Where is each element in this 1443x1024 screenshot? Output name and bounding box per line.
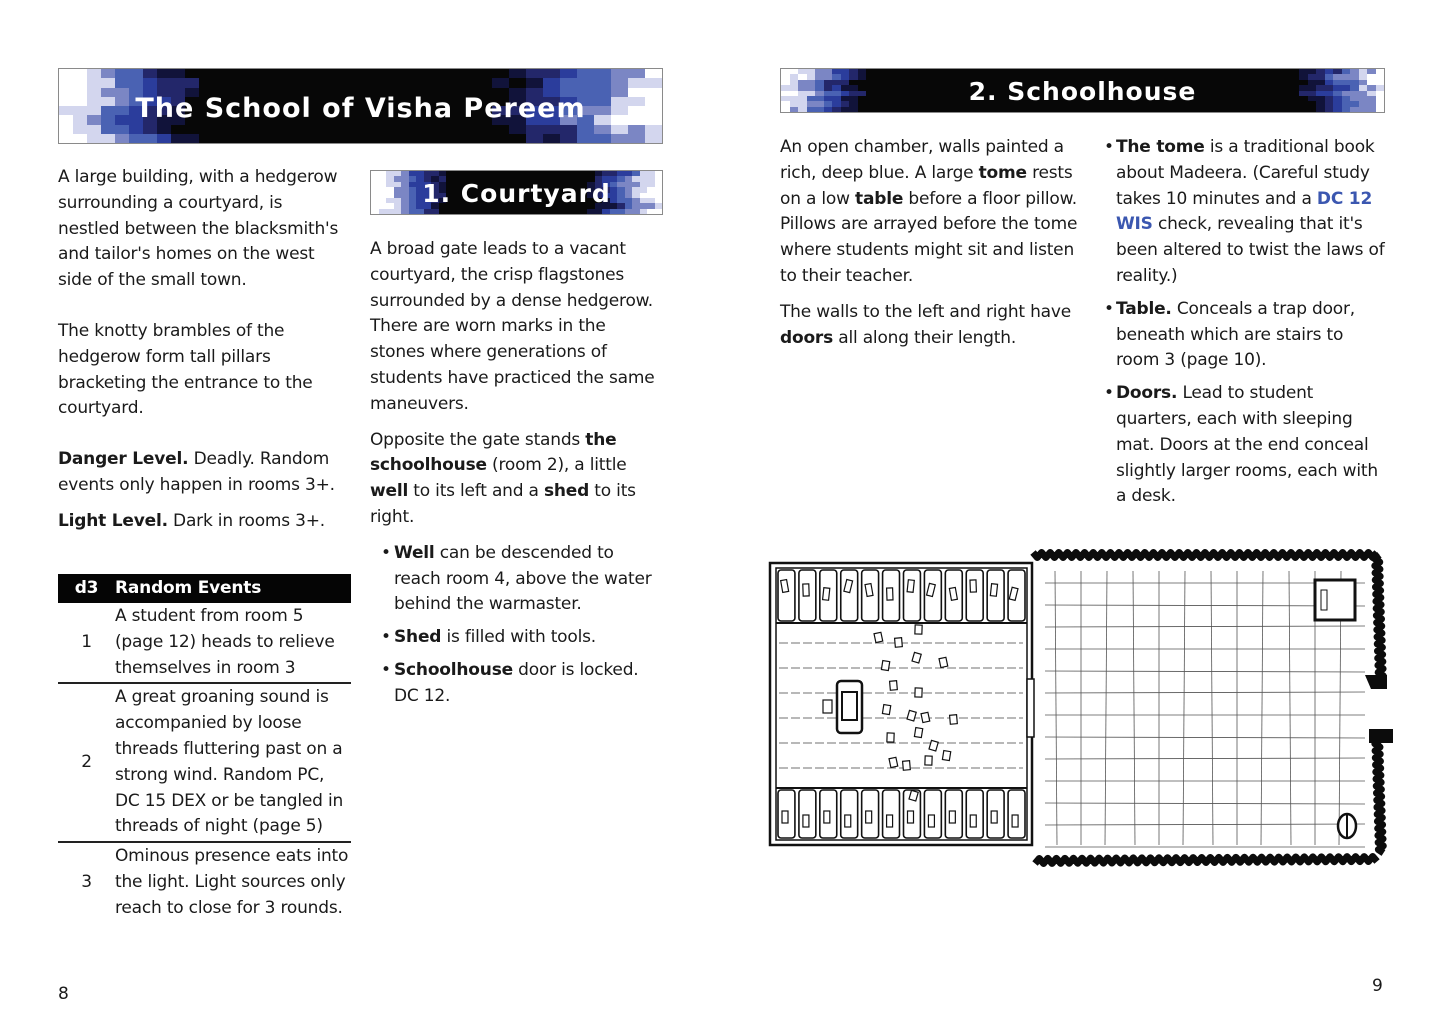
pillow-icon: [914, 728, 922, 738]
bold-term: shed: [543, 481, 590, 502]
pillow-icon: [915, 625, 922, 634]
pillow-icon: [882, 705, 890, 715]
text-span: (room 2), a little: [486, 455, 627, 476]
text-span: check, revealing that it's been altered to twist the laws of reality.): [1116, 214, 1385, 286]
table-row: [58, 842, 351, 922]
pillow-icon: [939, 657, 948, 667]
map-drawing: [765, 543, 1400, 873]
table-row: [58, 683, 351, 842]
roll-cell: 1: [58, 603, 115, 683]
text-span: is a traditional book about Madeera. (Careful study takes 10 minutes and a: [1116, 137, 1375, 209]
pillow-icon: [950, 715, 958, 725]
student-room: [778, 570, 795, 621]
intro-paragraph: A large building, with a hedgerow surrounding a courtyard, is nestled between the blacksmith's and tailor's homes on the west side of the small town.: [58, 167, 339, 291]
bold-term: tome: [978, 162, 1027, 183]
text-span: door is locked. DC 12.: [394, 659, 639, 706]
sleeping-mat-icon: [991, 811, 997, 823]
sleeping-mat-icon: [824, 811, 830, 823]
shed-door-icon: [1321, 590, 1327, 610]
sleeping-mat-icon: [970, 815, 976, 827]
sleeping-mat-icon: [908, 811, 914, 823]
text-span: The walls to the left and right have: [780, 301, 1072, 322]
sleeping-mat-icon: [823, 588, 830, 601]
skill-check: DC 12 WIS: [1116, 188, 1373, 235]
flagstone-line: [1055, 571, 1057, 845]
sleeping-mat-icon: [845, 815, 851, 827]
list-item: [370, 658, 665, 710]
roll-cell: 2: [58, 683, 115, 842]
sleeping-mat-icon: [803, 815, 809, 827]
section-title: 1. Courtyard: [422, 179, 611, 208]
pillow-icon: [890, 681, 898, 691]
pillow-icon: [895, 638, 903, 648]
table-header-row: [58, 574, 351, 603]
flagstone-line: [1105, 571, 1107, 845]
hedge-segment: [1375, 733, 1384, 853]
student-room: [883, 790, 900, 838]
pillow-icon: [874, 632, 883, 642]
text-span: can be descended to reach room 4, above the water behind the warmaster.: [394, 542, 652, 615]
text-span: to its right.: [370, 481, 636, 527]
pillow-icon: [881, 661, 889, 671]
sleeping-mat-icon: [949, 811, 955, 823]
schoolhouse-paragraph: [780, 300, 1080, 352]
pillow-icon: [889, 757, 898, 767]
intro-paragraph: The knotty brambles of the hedgerow form tall pillars bracketing the entrance to the courtyard.: [58, 320, 313, 419]
courtyard-text: [370, 237, 665, 717]
bold-term: doors: [780, 327, 834, 348]
courtyard-paragraph: A broad gate leads to a vacant courtyard, the crisp flagstones surrounded by a dense hedgerow. There are worn marks in the stones where generations of students have practiced the same maneuvers.: [370, 239, 655, 414]
danger-level: [58, 447, 343, 499]
student-room: [924, 790, 941, 838]
hedge-pillar: [1369, 729, 1393, 743]
tome-icon: [842, 692, 857, 720]
student-room: [1008, 790, 1025, 838]
courtyard-paragraph: [370, 428, 665, 531]
pillow-icon: [887, 733, 894, 742]
sleeping-mat-icon: [928, 815, 934, 827]
sleeping-mat-icon: [866, 811, 872, 823]
bold-term: The tome: [1116, 137, 1205, 157]
text-span: all along their length.: [833, 327, 1017, 348]
text-span: before a floor pillow. Pillows are arrayed before the tome where students might sit and listen to their teacher.: [780, 188, 1078, 286]
list-item: [370, 541, 665, 618]
sleeping-mat-icon: [887, 815, 893, 827]
bold-term: the schoolhouse: [370, 429, 617, 476]
danger-level-label: Danger Level.: [58, 449, 189, 470]
hedge-segment: [1033, 553, 1377, 558]
table-header-d3: d3: [58, 574, 115, 603]
flagstone-line: [1045, 692, 1365, 693]
section-title: 2. Schoolhouse: [968, 77, 1197, 106]
flagstone-line: [1133, 571, 1135, 845]
table-header-events: Random Events: [115, 574, 351, 603]
roll-cell: 3: [81, 871, 92, 892]
flagstone-line: [1045, 737, 1365, 738]
bold-term: Schoolhouse: [394, 659, 513, 680]
light-level-text: Dark in rooms 3+.: [167, 510, 325, 531]
section-title-banner: [780, 68, 1385, 113]
student-room: [966, 790, 983, 838]
text-span: Opposite the gate stands: [370, 429, 586, 450]
sleeping-mat-icon: [865, 584, 873, 597]
text-span: is filled with tools.: [441, 627, 596, 648]
schoolhouse-map: [765, 543, 1400, 873]
hedge-segment: [1375, 555, 1384, 683]
student-room: [841, 790, 858, 838]
flagstone-line: [1183, 571, 1185, 845]
page-number-right: 9: [1372, 976, 1383, 996]
light-level-label: Light Level.: [58, 510, 168, 531]
random-events-table: [58, 574, 351, 923]
sleeping-mat-icon: [803, 584, 809, 596]
light-level: [58, 509, 343, 535]
list-item: [370, 625, 665, 651]
sleeping-mat-icon: [990, 584, 997, 597]
bold-term: Doors.: [1116, 383, 1178, 404]
text-span: An open chamber, walls painted a rich, deep blue. A large: [780, 137, 1064, 183]
student-room: [966, 570, 983, 621]
flagstone-line: [1045, 758, 1365, 759]
list-item: [1104, 135, 1389, 290]
courtyard-bullets: [370, 541, 665, 710]
flagstone-line: [1045, 824, 1365, 825]
student-room: [904, 570, 921, 621]
sleeping-mat-icon: [970, 580, 976, 592]
student-room: [841, 570, 858, 621]
pillow-icon: [942, 751, 950, 761]
sleeping-mat-icon: [887, 588, 893, 600]
text-span: Lead to student quarters, each with sleeping mat. Doors at the end conceal slightly larger rooms, each with a desk.: [1116, 383, 1378, 507]
event-cell: A great groaning sound is accompanied by loose threads fluttering past on a strong wind. Random PC, DC 15 DEX or be tangled in threads of night (page 5): [115, 683, 351, 842]
list-item: [1104, 381, 1389, 510]
random-events-table-wrap: [58, 574, 351, 923]
bold-term: well: [370, 481, 409, 502]
schoolhouse-bullets-wrap: [1104, 135, 1389, 517]
sleeping-mat-icon: [1012, 815, 1018, 827]
event-cell: A student from room 5 (page 12) heads to relieve themselves in room 3: [115, 603, 351, 683]
event-cell: Ominous presence eats into the light. Light sources only reach to close for 3 rounds.: [115, 846, 349, 918]
pillow-icon: [925, 756, 932, 765]
pillow-icon: [903, 761, 911, 771]
schoolhouse-door-icon: [1027, 679, 1034, 737]
page-number-left: 8: [58, 984, 69, 1004]
hedge-pillar: [1365, 675, 1387, 689]
text-span: Conceals a trap door, beneath which are stairs to room 3 (page 10).: [1116, 298, 1356, 371]
intro-text: [58, 165, 343, 535]
section-title-banner: [370, 170, 663, 215]
bold-term: table: [855, 188, 904, 209]
bold-term: Table.: [1116, 298, 1172, 319]
sleeping-mat-icon: [907, 580, 914, 593]
flagstone-line: [1045, 803, 1365, 804]
list-item: [1104, 297, 1389, 374]
bold-term: Shed: [394, 627, 442, 648]
student-room: [799, 790, 816, 838]
hedge-segment: [1035, 857, 1377, 864]
schoolhouse-bullets: [1104, 135, 1389, 510]
chapter-title-banner: [58, 68, 663, 144]
flagstone-line: [1045, 671, 1365, 672]
text-span: to its left and a: [408, 481, 544, 502]
danger-level-text: Deadly. Random events only happen in rooms 3+.: [58, 449, 335, 495]
pillow-icon: [915, 688, 922, 697]
sleeping-mat-icon: [949, 587, 957, 600]
flagstone-line: [1045, 626, 1365, 627]
bold-term: Well: [394, 542, 435, 563]
text-span: rests on a low: [780, 162, 1073, 209]
sleeping-mat-icon: [781, 580, 789, 593]
floor-pillow-icon: [823, 700, 832, 713]
sleeping-mat-icon: [782, 811, 788, 823]
pillow-icon: [921, 712, 930, 722]
schoolhouse-text: [780, 135, 1080, 351]
table-row: [58, 603, 351, 683]
schoolhouse-paragraph: [780, 135, 1080, 290]
chapter-title: The School of Visha Pereem: [135, 92, 586, 124]
